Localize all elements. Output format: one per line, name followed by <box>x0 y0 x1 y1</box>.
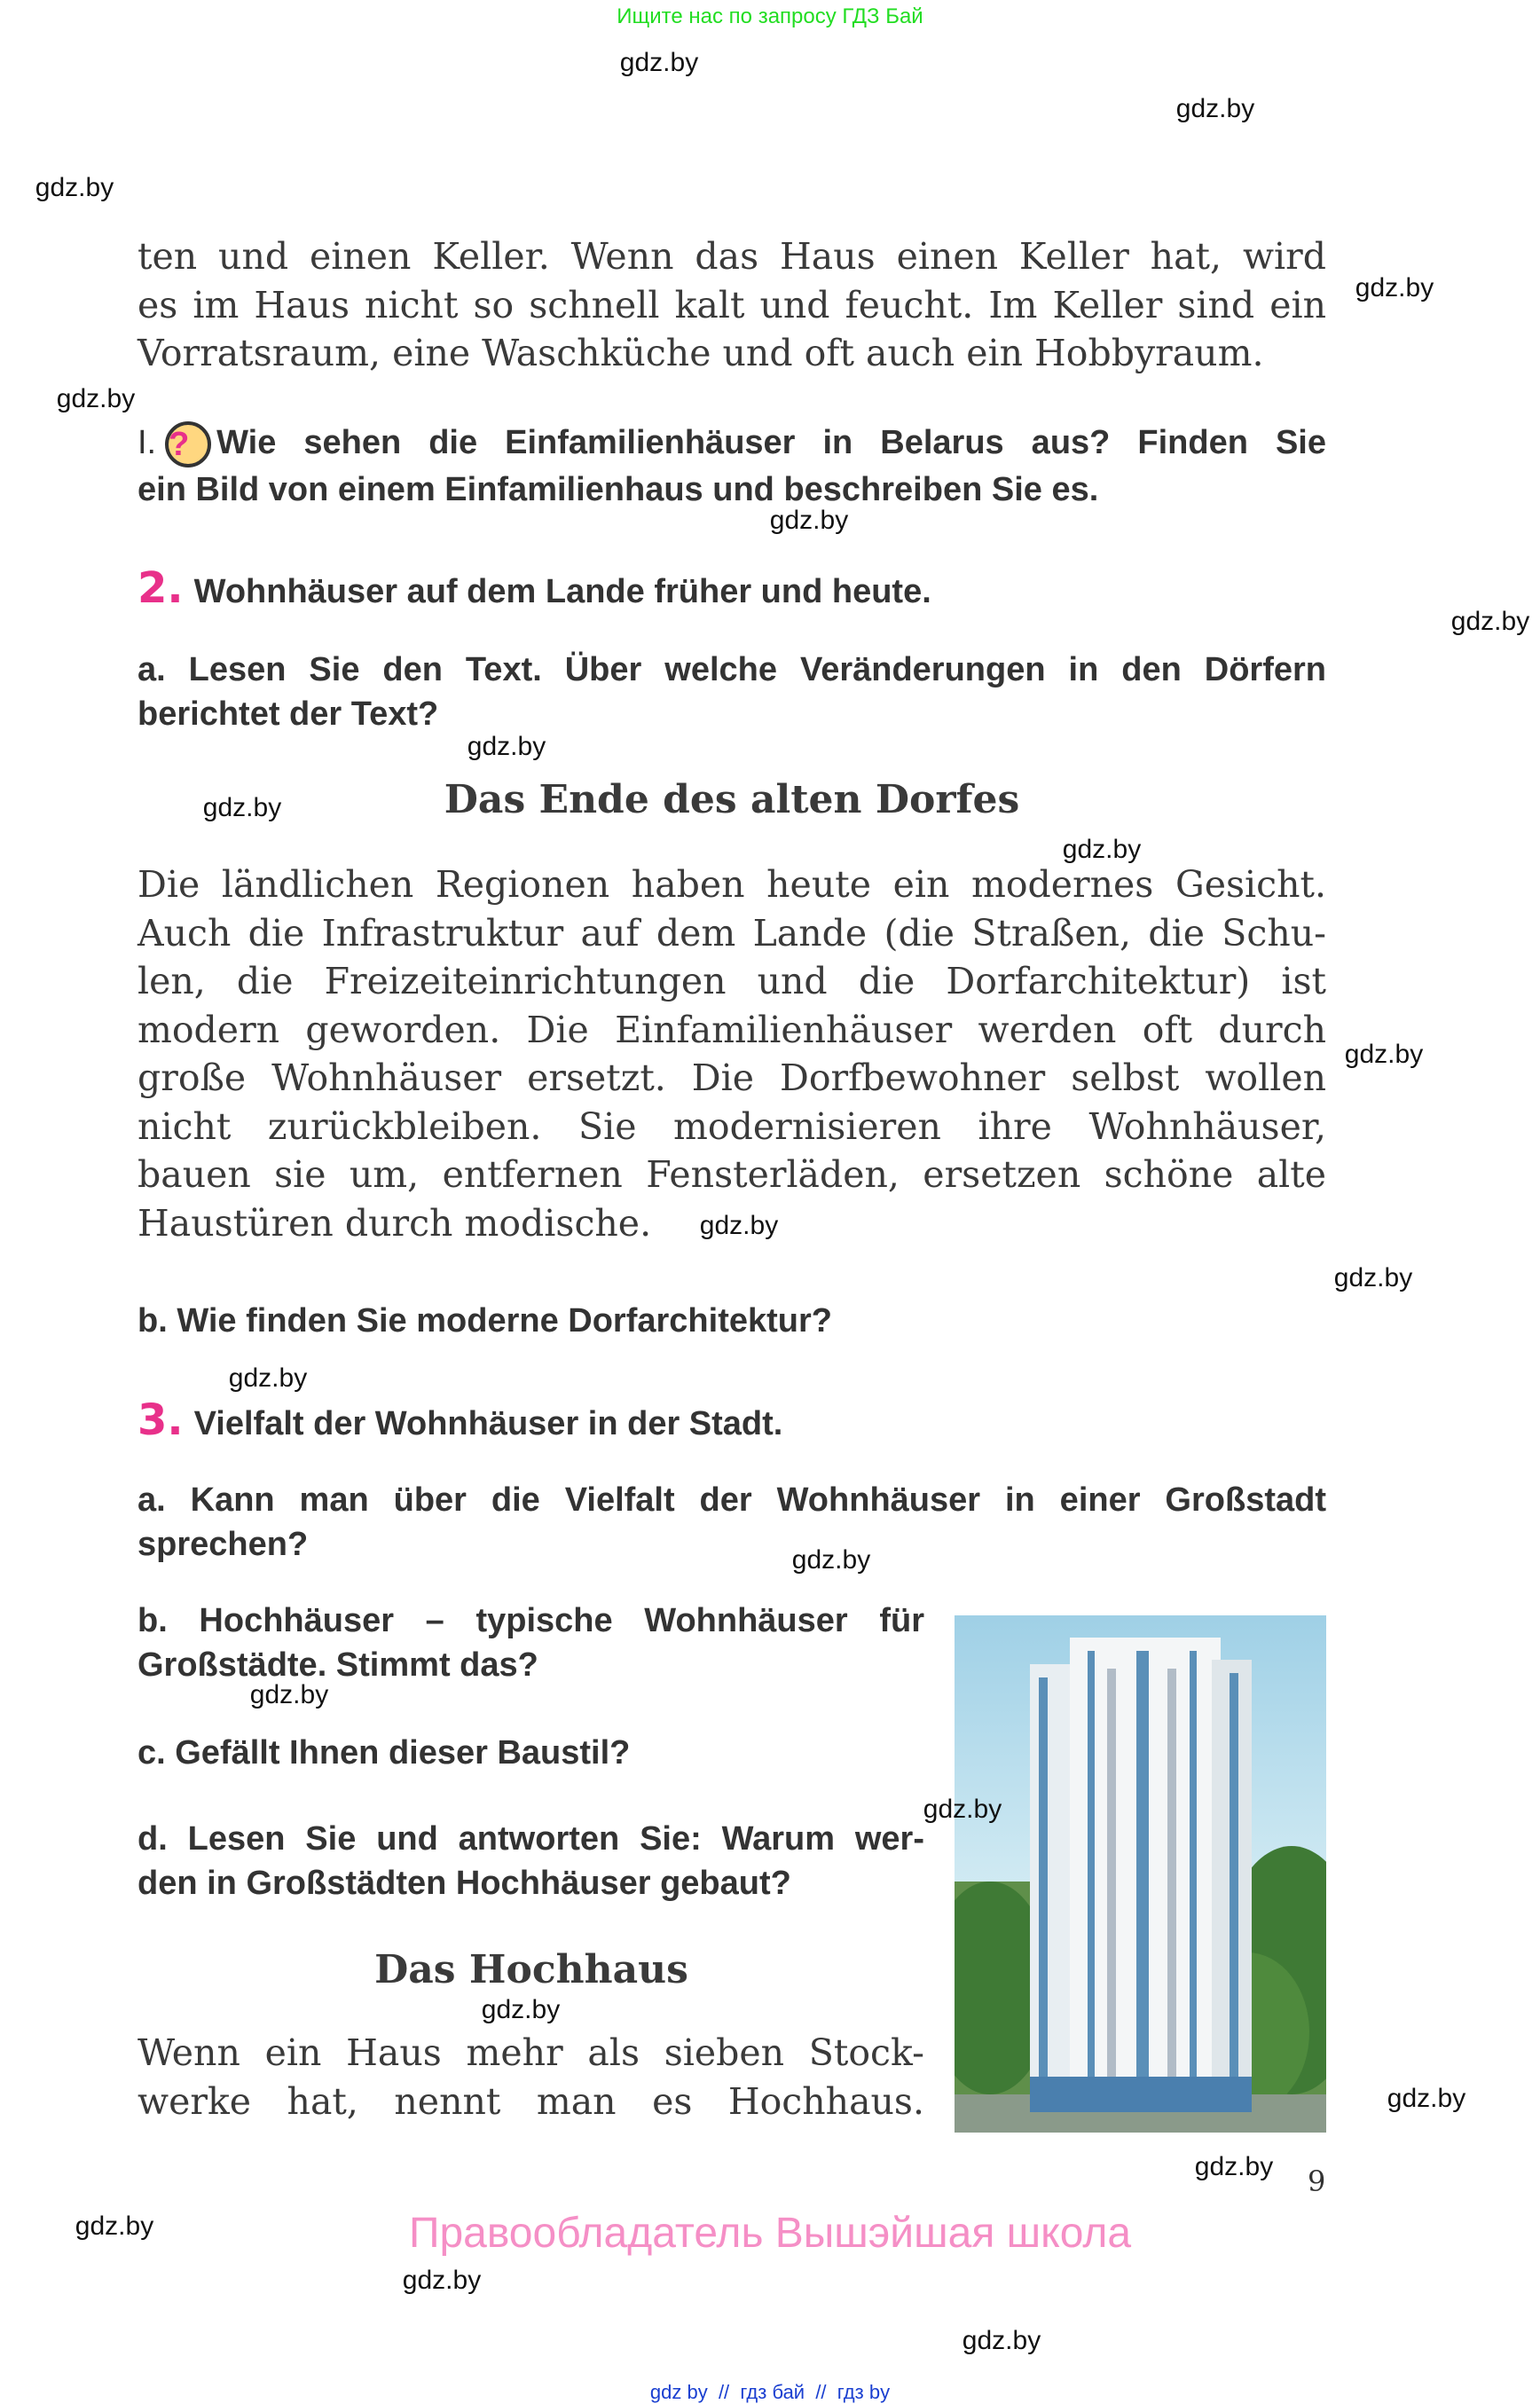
text-title-dorf: Das Ende des alten Dorfes <box>444 777 1020 822</box>
watermark: gdz.by <box>1387 2084 1466 2113</box>
watermark: gdz.by <box>467 732 546 761</box>
watermark: gdz.by <box>962 2326 1041 2355</box>
question-line: sprechen? <box>138 1526 309 1563</box>
task-3-title: Vielfalt der Wohnhäuser in der Stadt. <box>193 1405 783 1442</box>
task-2b: b. Wie finden Sie moderne Dorfarchitektur? <box>138 1302 832 1339</box>
header-note: Ищите нас по запросу ГДЗ Бай <box>617 4 923 28</box>
watermark: gdz.by <box>1355 273 1434 302</box>
question-line: den in Großstädten Hochhäuser gebaut? <box>138 1865 791 1902</box>
text-line: nicht zurückbleiben. Sie modernisieren ihre Wohnhäuser, <box>138 1104 1326 1148</box>
watermark: gdz.by <box>481 1995 561 2024</box>
watermark: gdz.by <box>1450 607 1530 636</box>
watermark: gdz.by <box>75 2212 154 2241</box>
intro-paragraph <box>138 232 1326 378</box>
watermark: gdz.by <box>699 1211 779 1240</box>
watermark: gdz.by <box>249 1680 329 1709</box>
task-2-title: Wohnhäuser auf dem Lande früher und heute. <box>193 573 931 610</box>
task-3b <box>138 1599 924 1687</box>
footer-links[interactable]: gdz by // гдз бай // гдз by <box>649 2381 891 2403</box>
task-3a <box>138 1478 1326 1567</box>
watermark: gdz.by <box>769 506 849 535</box>
text-line: bauen sie um, entfernen Fensterläden, ersetzen schöne alte <box>138 1153 1326 1196</box>
task-1-line: ein Bild von einem Einfamilienhaus und beschreiben Sie es. <box>138 470 1099 508</box>
text-line: len, die Freizeiteinrichtungen und die Dorfarchitektur) ist <box>138 960 1326 1002</box>
watermark: gdz.by <box>228 1363 308 1393</box>
watermark: gdz.by <box>1333 1263 1413 1292</box>
question-line: a. Lesen Sie den Text. Über welche Veränderungen in den Dörfern <box>138 651 1326 688</box>
watermark: gdz.by <box>619 48 699 77</box>
watermark: gdz.by <box>1175 94 1255 123</box>
watermark: gdz.by <box>1062 835 1142 864</box>
text-line: ten und einen Keller. Wenn das Haus einen Keller hat, wird <box>138 235 1326 278</box>
task-2-heading <box>138 563 931 614</box>
question-line: d. Lesen Sie und antworten Sie: Warum wer- <box>138 1820 924 1858</box>
watermark: gdz.by <box>1194 2152 1274 2181</box>
hochhaus-paragraph <box>138 2029 924 2125</box>
watermark: gdz.by <box>1344 1040 1424 1069</box>
watermark: gdz.by <box>35 173 114 202</box>
watermark: gdz.by <box>923 1795 1002 1824</box>
task-3-number: 3. <box>138 1395 184 1445</box>
task-3-heading <box>138 1395 783 1446</box>
question-line: a. Kann man über die Vielfalt der Wohnhäuser in einer Großstadt <box>138 1481 1326 1519</box>
task-1 <box>138 420 1326 512</box>
text-line: modern geworden. Die Einfamilienhäuser werden oft durch <box>138 1008 1326 1051</box>
text-line: es im Haus nicht so schnell kalt und feucht. Im Keller sind ein <box>138 283 1326 326</box>
dorf-paragraph <box>138 860 1326 1247</box>
watermark: gdz.by <box>56 384 136 413</box>
text-line: werke hat, nennt man es Hochhaus. <box>138 2079 924 2123</box>
text-line: Vorratsraum, eine Waschküche und oft auch ein Hobbyraum. <box>138 332 1264 374</box>
task-2-number: 2. <box>138 563 184 613</box>
high-rise-building-photo <box>955 1615 1326 2133</box>
copyright-note: Правообладатель Вышэйшая школа <box>408 2210 1132 2257</box>
watermark: gdz.by <box>202 793 282 822</box>
text-title-hochhaus: Das Hochhaus <box>374 1947 688 1992</box>
task-3d <box>138 1817 924 1905</box>
watermark: gdz.by <box>402 2266 482 2295</box>
question-icon: ? <box>165 421 211 467</box>
task-1-line: Wie sehen die Einfamilienhäuser in Belarus aus? Finden Sie <box>216 424 1326 461</box>
task-3c: c. Gefällt Ihnen dieser Baustil? <box>138 1734 631 1772</box>
question-line: Großstädte. Stimmt das? <box>138 1646 538 1684</box>
text-line: Haustüren durch modische. <box>138 1201 652 1245</box>
text-line: Wenn ein Haus mehr als sieben Stock- <box>138 2031 924 2074</box>
question-line: b. Hochhäuser – typische Wohnhäuser für <box>138 1602 924 1639</box>
page-number: 9 <box>1308 2164 1326 2198</box>
task-1-number: I. <box>138 424 157 461</box>
question-line: berichtet der Text? <box>138 695 439 733</box>
task-2a <box>138 648 1326 736</box>
text-line: große Wohnhäuser ersetzt. Die Dorfbewohner selbst wollen <box>138 1057 1326 1099</box>
text-line: Auch die Infrastruktur auf dem Lande (die Straßen, die Schu- <box>138 911 1326 955</box>
watermark: gdz.by <box>791 1545 871 1575</box>
text-line: Die ländlichen Regionen haben heute ein modernes Gesicht. <box>138 863 1326 906</box>
